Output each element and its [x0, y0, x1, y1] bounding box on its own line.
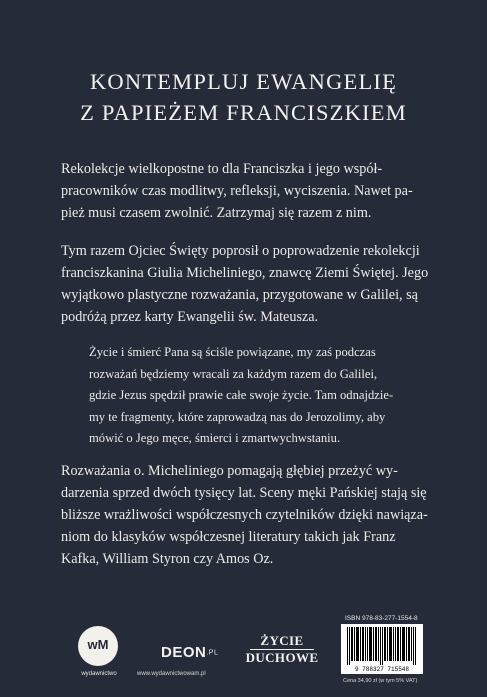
paragraph-line: franciszkanina Giulia Micheliniego, znawcę Ziemi Świętej. Jego — [61, 265, 429, 281]
paragraph-line: bliższe wrażliwości współczesnych czytelników dzięki nawiąza- — [61, 507, 428, 523]
zycie-duchowe-logo — [242, 634, 322, 665]
back-cover-footer — [0, 608, 487, 697]
zycie-logo-line-2: DUCHOWE — [245, 650, 319, 665]
book-title — [0, 66, 487, 128]
paragraph-line: Rekolekcje wielkopostne to dla Franciszka i jego współ- — [61, 161, 383, 177]
quote-line: Życie i śmierć Pana są ściśle powiązane, my zaś podczas — [89, 345, 376, 359]
deon-logo-text: DEON — [161, 644, 207, 661]
deon-logo-suffix: .PL — [206, 649, 219, 657]
paragraph-line: Tym razem Ojciec Święty poprosił o poprowadzenie rekolekcji — [61, 243, 420, 259]
paragraph-line: podróżą przez karty Ewangelii św. Mateusza. — [61, 309, 319, 325]
quote-block — [89, 342, 427, 450]
quote-line: rozważań będziemy wracali za każdym razem do Galilei, — [89, 366, 378, 381]
paragraph-line: pież musi czasem zwolnić. Zatrzymaj się razem z nim. — [61, 205, 372, 221]
barcode — [341, 624, 423, 674]
publisher-caption: wydawnictwo — [81, 671, 117, 677]
title-line-1: KONTEMPLUJ EWANGELIĘ — [89, 69, 398, 94]
barcode-digits: 9 788327 715548 — [354, 666, 409, 673]
paragraph-line: wyjątkowo plastyczne rozważania, przygotowane w Galilei, są — [61, 287, 418, 303]
quote-line: gdzie Jezus spędził prawie całe swoje życie. Tam odnajdzie- — [89, 388, 394, 402]
closing-paragraph — [61, 460, 429, 570]
zycie-logo-line-1: ŻYCIE — [260, 633, 304, 648]
title-line-2: Z PAPIEŻEM FRANCISZKIEM — [80, 100, 407, 125]
price-label: Cena 34,90 zł (w tym 5% VAT) — [343, 678, 418, 684]
barcode-icon — [347, 627, 417, 665]
intro-paragraph — [61, 158, 429, 224]
retreat-paragraph — [61, 240, 429, 328]
publisher-website: www.wydawnictwowam.pl — [137, 671, 206, 677]
paragraph-line: Kafka, William Styron czy Amos Oz. — [61, 551, 274, 567]
isbn-label: ISBN 978-83-277-1554-8 — [345, 615, 418, 622]
paragraph-line: niom do klasyków współczesnej literatury takich jak Franz — [61, 529, 396, 545]
paragraph-line: darzenia sprzed dwóch tysięcy lat. Sceny męki Pańskiej stają się — [61, 485, 427, 501]
deon-logo — [161, 644, 218, 661]
quote-line: my te fragmenty, które zaprowadzą nas do Jerozolimy, aby — [89, 409, 386, 424]
paragraph-line: Rozważania o. Micheliniego pomagają głębiej przeżyć wy- — [61, 463, 398, 479]
wam-logo-mark: wM — [87, 637, 109, 652]
paragraph-line: pracowników czas modlitwy, refleksji, wyciszenia. Nawet pa- — [61, 183, 413, 199]
quote-line: mówić o Jego męce, śmierci i zmartwychwstaniu. — [89, 431, 341, 445]
wam-logo — [78, 626, 118, 666]
